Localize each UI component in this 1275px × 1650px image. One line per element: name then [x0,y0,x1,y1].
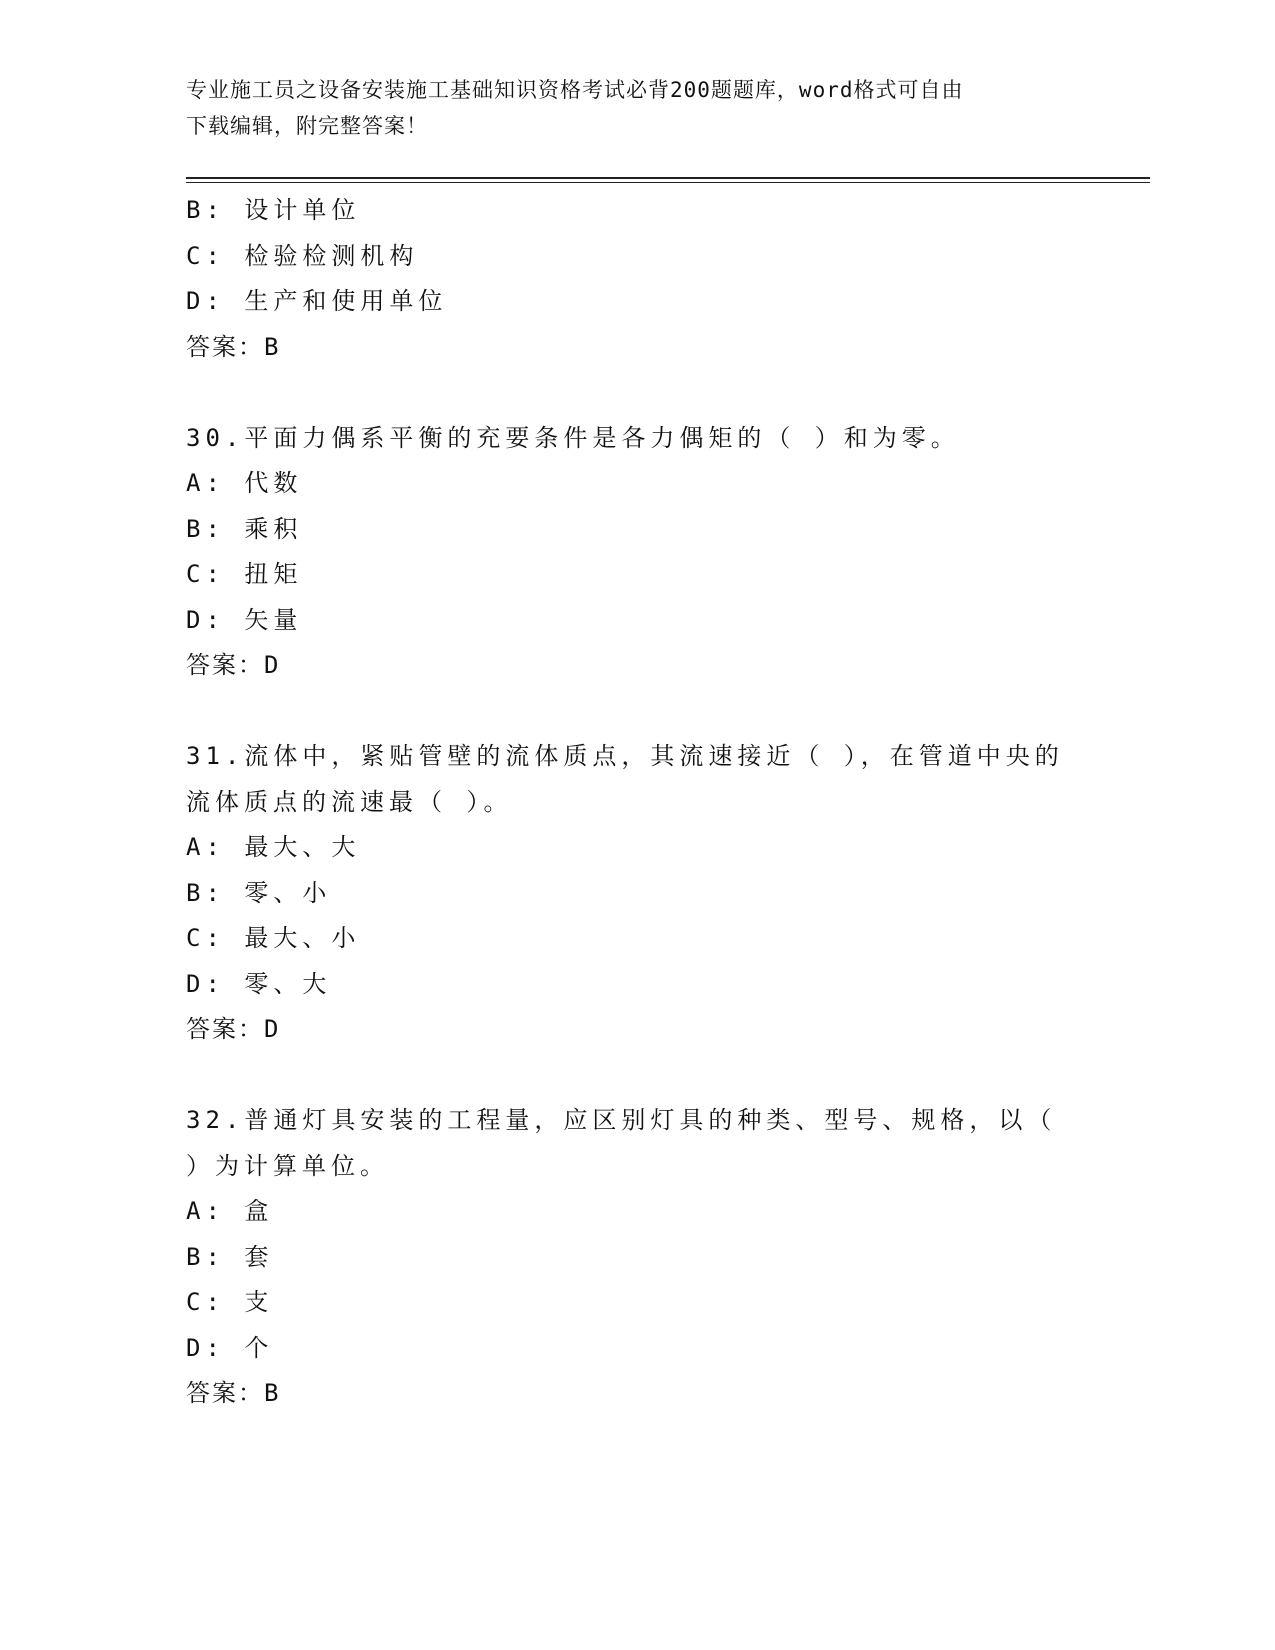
option-b: B: 零、小 [186,878,332,907]
header-title-line-1: 专业施工员之设备安装施工基础知识资格考试必背200题题库，word格式可自由 [186,78,964,102]
document-header [186,72,1086,144]
question-31 [186,734,1066,1053]
option-c: C: 支 [186,1288,274,1316]
option-d: D: 生产和使用单位 [186,287,448,315]
option-d: D: 矢量 [186,605,303,634]
question-list [186,188,1066,1417]
answer-line: 答案：D [186,1015,281,1043]
option-a: A: 最大、大 [186,833,361,861]
spacer [186,1053,1066,1099]
question-32 [186,1098,1066,1417]
option-c: C: 最大、小 [186,924,361,952]
answer-line: 答案：D [186,651,281,679]
option-c: C: 检验检测机构 [186,241,419,270]
option-a: A: 代数 [186,469,303,497]
question-text: 32.普通灯具安装的工程量，应区别灯具的种类、型号、规格，以（ [186,1106,1057,1134]
option-d: D: 零、大 [186,969,332,998]
question-text: 31.流体中，紧贴管壁的流体质点，其流速接近（ ），在管道中央的 [186,742,1064,770]
spacer [186,689,1066,735]
answer-line: 答案：B [186,1379,281,1407]
question-text-continued: 流体质点的流速最（ ）。 [186,787,513,816]
option-b: B: 乘积 [186,514,303,543]
option-c: C: 扭矩 [186,560,303,588]
option-b: B: 设计单位 [186,196,361,224]
option-a: A: 盒 [186,1197,274,1225]
question-text-continued: ）为计算单位。 [186,1151,389,1180]
question-30 [186,416,1066,689]
spacer [186,370,1066,416]
header-title-line-2: 下载编辑，附完整答案！ [186,114,428,138]
option-b: B: 套 [186,1242,274,1271]
answer-line: 答案：B [186,332,281,361]
question-text: 30.平面力偶系平衡的充要条件是各力偶矩的（ ）和为零。 [186,423,960,452]
header-divider [186,177,1150,183]
question-29 [186,188,1066,370]
option-d: D: 个 [186,1333,274,1362]
